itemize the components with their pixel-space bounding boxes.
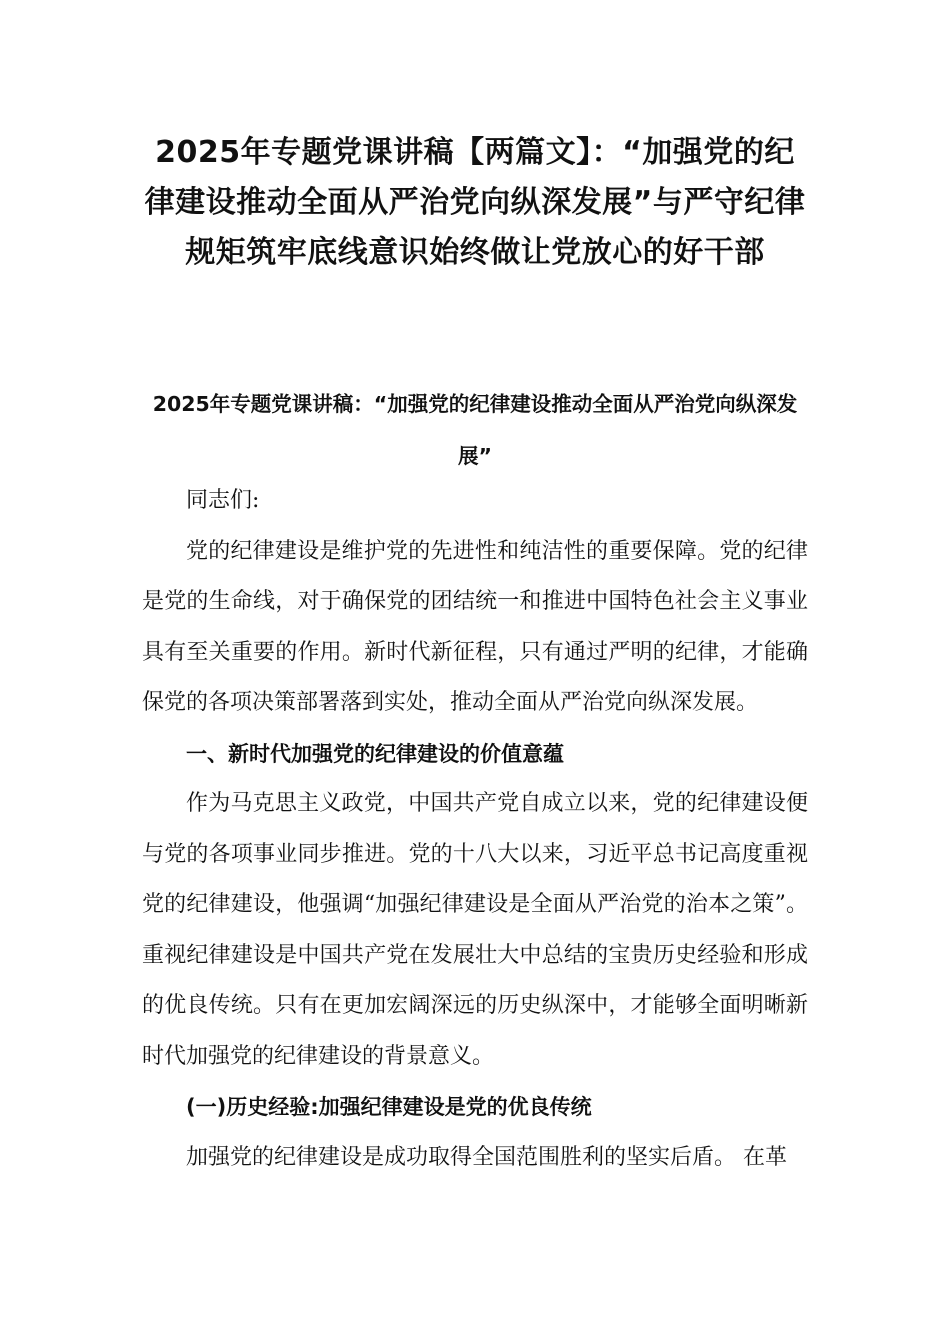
main-title: 2025年专题党课讲稿【两篇文】：“加强党的纪律建设推动全面从严治党向纵深发展”与严守纪律规矩筑牢底线意识始终做让党放心的好干部 — [144, 135, 806, 270]
intro-paragraph: 党的纪律建设是维护党的先进性和纯洁性的重要保障。党的纪律是党的生命线，对于确保党的团结统一和推进中国特色社会主义事业具有至关重要的作用。新时代新征程，只有通过严明的纪律，才能确保党的各项决策部署落到实处，推动全面从严治党向纵深发展。 — [142, 538, 808, 715]
section1-paragraph: 作为马克思主义政党，中国共产党自成立以来，党的纪律建设便与党的各项事业同步推进。党的十八大以来，习近平总书记高度重视党的纪律建设，他强调“加强纪律建设是全面从严治党的治本之策”。重视纪律建设是中国共产党在发展壮大中总结的宝贵历史经验和形成的优良传统。只有在更加宏阔深远的历史纵深中，才能够全面明晰新时代加强党的纪律建设的背景意义。 — [142, 791, 808, 1069]
subsection-heading-1: (一)历史经验:加强纪律建设是党的优良传统 — [186, 1095, 592, 1119]
subsection1-paragraph: 加强党的纪律建设是成功取得全国范围胜利的坚实后盾。 在革 — [186, 1144, 787, 1170]
document-body — [142, 476, 808, 1183]
section-heading-1: 一、新时代加强党的纪律建设的价值意蕴 — [186, 741, 564, 766]
sub-title: 2025年专题党课讲稿：“加强党的纪律建设推动全面从严治党向纵深发展” — [152, 392, 798, 468]
salutation: 同志们: — [186, 488, 260, 513]
